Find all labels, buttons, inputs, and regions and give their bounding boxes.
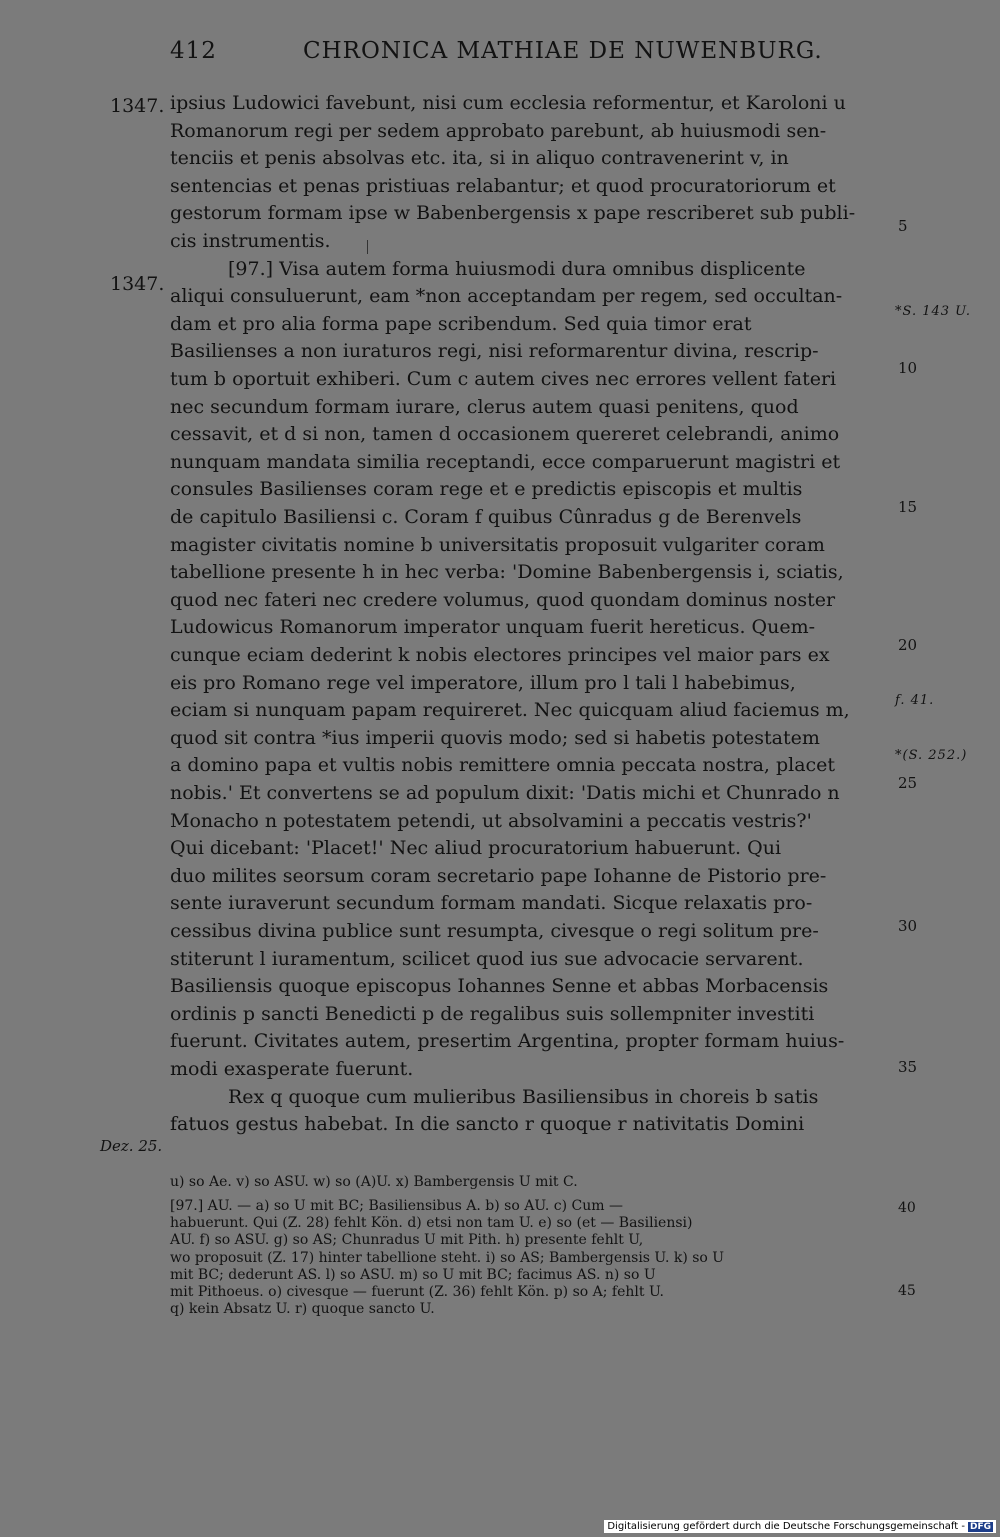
text-line: Rex q quoque cum mulieribus Basiliensibus in choreis b satis [228, 1085, 819, 1108]
footnote-line: habuerunt. Qui (Z. 28) fehlt Kön. d) etsi non tam U. e) so (et — Basiliensi) [170, 1215, 693, 1232]
margin-year: 1347. [110, 95, 165, 117]
text-line: ipsius Ludowici favebunt, nisi cum ecclesia reformentur, et Karoloni u [170, 92, 846, 114]
text-line: cessavit, et d si non, tamen d occasionem quereret celebrandi, animo [170, 423, 840, 446]
page-number: 412 [170, 38, 217, 64]
text-line: tabellione presente h in hec verba: 'Domine Babenbergensis i, sciatis, [170, 561, 844, 584]
text-line: Basiliensis quoque episcopus Iohannes Senne et abbas Morbacensis [170, 975, 829, 998]
text-line: nobis.' Et convertens se ad populum dixit: 'Datis michi et Chunrado n [170, 782, 840, 804]
side-reference: *(S. 252.) [895, 748, 968, 763]
footnote-line: mit Pithoeus. o) civesque — fuerunt (Z. 36) fehlt Kön. p) so A; fehlt U. [170, 1284, 664, 1300]
text-line: fuerunt. Civitates autem, presertim Argentina, propter formam huius- [170, 1030, 845, 1053]
line-number: 5 [898, 217, 908, 235]
text-line: magister civitatis nomine b universitatis proposuit vulgariter coram [170, 533, 825, 556]
side-reference: f. 41. [895, 693, 935, 708]
margin-date: Dez. 25. [100, 1137, 163, 1155]
text-line: stiterunt l iuramentum, scilicet quod ius sue advocacie servarent. [170, 947, 804, 970]
text-line: gestorum formam ipse w Babenbergensis x pape rescriberet sub publi- [170, 202, 856, 225]
text-line: sente iuraverunt secundum formam mandati. Sicque relaxatis pro- [170, 892, 813, 915]
text-line: eis pro Romano rege vel imperatore, illum pro l tali l habebimus, [170, 671, 796, 694]
footnote-line: AU. f) so ASU. g) so AS; Chunradus U mit Pith. h) presente fehlt U, [170, 1232, 644, 1249]
text-line: aliqui consuluerunt, eam *non acceptandam per regem, sed occultan- [170, 285, 843, 308]
text-line: [97.] Visa autem forma huiusmodi dura omnibus displicente [228, 257, 806, 280]
margin-year: 1347. [110, 273, 165, 295]
dfg-logo: DFG [969, 1522, 991, 1532]
line-number: 35 [898, 1058, 918, 1076]
text-line: de capitulo Basiliensi c. Coram f quibus Cûnradus g de Berenvels [170, 506, 802, 528]
digitization-credit [604, 1520, 996, 1533]
text-line: Qui dicebant: 'Placet!' Nec aliud procuratorium habuerunt. Qui [170, 837, 782, 860]
text-line: sentencias et penas pristiuas relabantur; et quod procuratoriorum et [170, 174, 836, 197]
side-reference: *S. 143 U. [895, 304, 972, 319]
text-line: nunquam mandata similia receptandi, ecce comparuerunt magistri et [170, 450, 841, 473]
footnote-line: mit BC; dederunt AS. l) so ASU. m) so U mit BC; facimus AS. n) so U [170, 1266, 656, 1283]
text-line: tum b oportuit exhiberi. Cum c autem cives nec errores vellent fateri [170, 368, 837, 390]
text-line: a domino papa et vultis nobis remittere omnia peccata nostra, placet [170, 754, 836, 777]
footnote-line-number: 40 [898, 1200, 916, 1216]
text-line: consules Basilienses coram rege et e predictis episcopis et multis [170, 478, 803, 501]
text-line: tenciis et penis absolvas etc. ita, si in aliquo contravenerint v, in [170, 147, 789, 170]
text-line: dam et pro alia forma pape scribendum. Sed quia timor erat [170, 312, 752, 335]
footnote-line: q) kein Absatz U. r) quoque sancto U. [170, 1301, 435, 1318]
text-line: eciam si nunquam papam requireret. Nec quicquam aliud faciemus m, [170, 699, 850, 722]
text-line: ordinis p sancti Benedicti p de regalibus suis sollempniter investiti [170, 1002, 815, 1025]
text-line: Ludowicus Romanorum imperator unquam fuerit hereticus. Quem- [170, 616, 816, 639]
text-line: duo milites seorsum coram secretario pape Iohanne de Pistorio pre- [170, 864, 827, 887]
text-line: quod nec fateri nec credere volumus, quod quondam dominus noster [170, 588, 836, 611]
footnote-line: u) so Ae. v) so ASU. w) so (A)U. x) Bambergensis U mit C. [170, 1174, 578, 1190]
text-line: Basilienses a non iuraturos regi, nisi reformarentur divina, rescrip- [170, 340, 819, 363]
text-line: cis instrumentis. [170, 230, 331, 252]
line-number: 25 [898, 774, 918, 792]
text-line: quod sit contra *ius imperii quovis modo; sed si habetis potestatem [170, 726, 820, 749]
text-line: Romanorum regi per sedem approbato parebunt, ab huiusmodi sen- [170, 119, 827, 142]
text-cursor [367, 240, 368, 254]
text-line: Monacho n potestatem petendi, ut absolvamini a peccatis vestris?' [170, 809, 812, 832]
text-line: modi exasperate fuerunt. [170, 1058, 414, 1080]
line-number: 15 [898, 498, 918, 516]
line-number: 30 [898, 917, 918, 935]
credit-text: Digitalisierung gefördert durch die Deutsche Forschungsgemeinschaft - [607, 1521, 965, 1532]
footnote-line: wo proposuit (Z. 17) hinter tabellione steht. i) so AS; Bambergensis U. k) so U [170, 1249, 725, 1266]
text-line: fatuos gestus habebat. In die sancto r quoque r nativitatis Domini [170, 1113, 805, 1136]
text-line: cunque eciam dederint k nobis electores principes vel maior pars ex [170, 644, 830, 666]
footnote-line-number: 45 [898, 1283, 916, 1299]
footnote-line: [97.] AU. — a) so U mit BC; Basiliensibus A. b) so AU. c) Cum — [170, 1198, 623, 1214]
running-title: CHRONICA MATHIAE DE NUWENBURG. [303, 38, 823, 64]
line-number: 20 [898, 636, 918, 654]
text-line: nec secundum formam iurare, clerus autem quasi penitens, quod [170, 395, 799, 418]
text-line: cessibus divina publice sunt resumpta, civesque o regi solitum pre- [170, 920, 819, 942]
line-number: 10 [898, 359, 918, 377]
